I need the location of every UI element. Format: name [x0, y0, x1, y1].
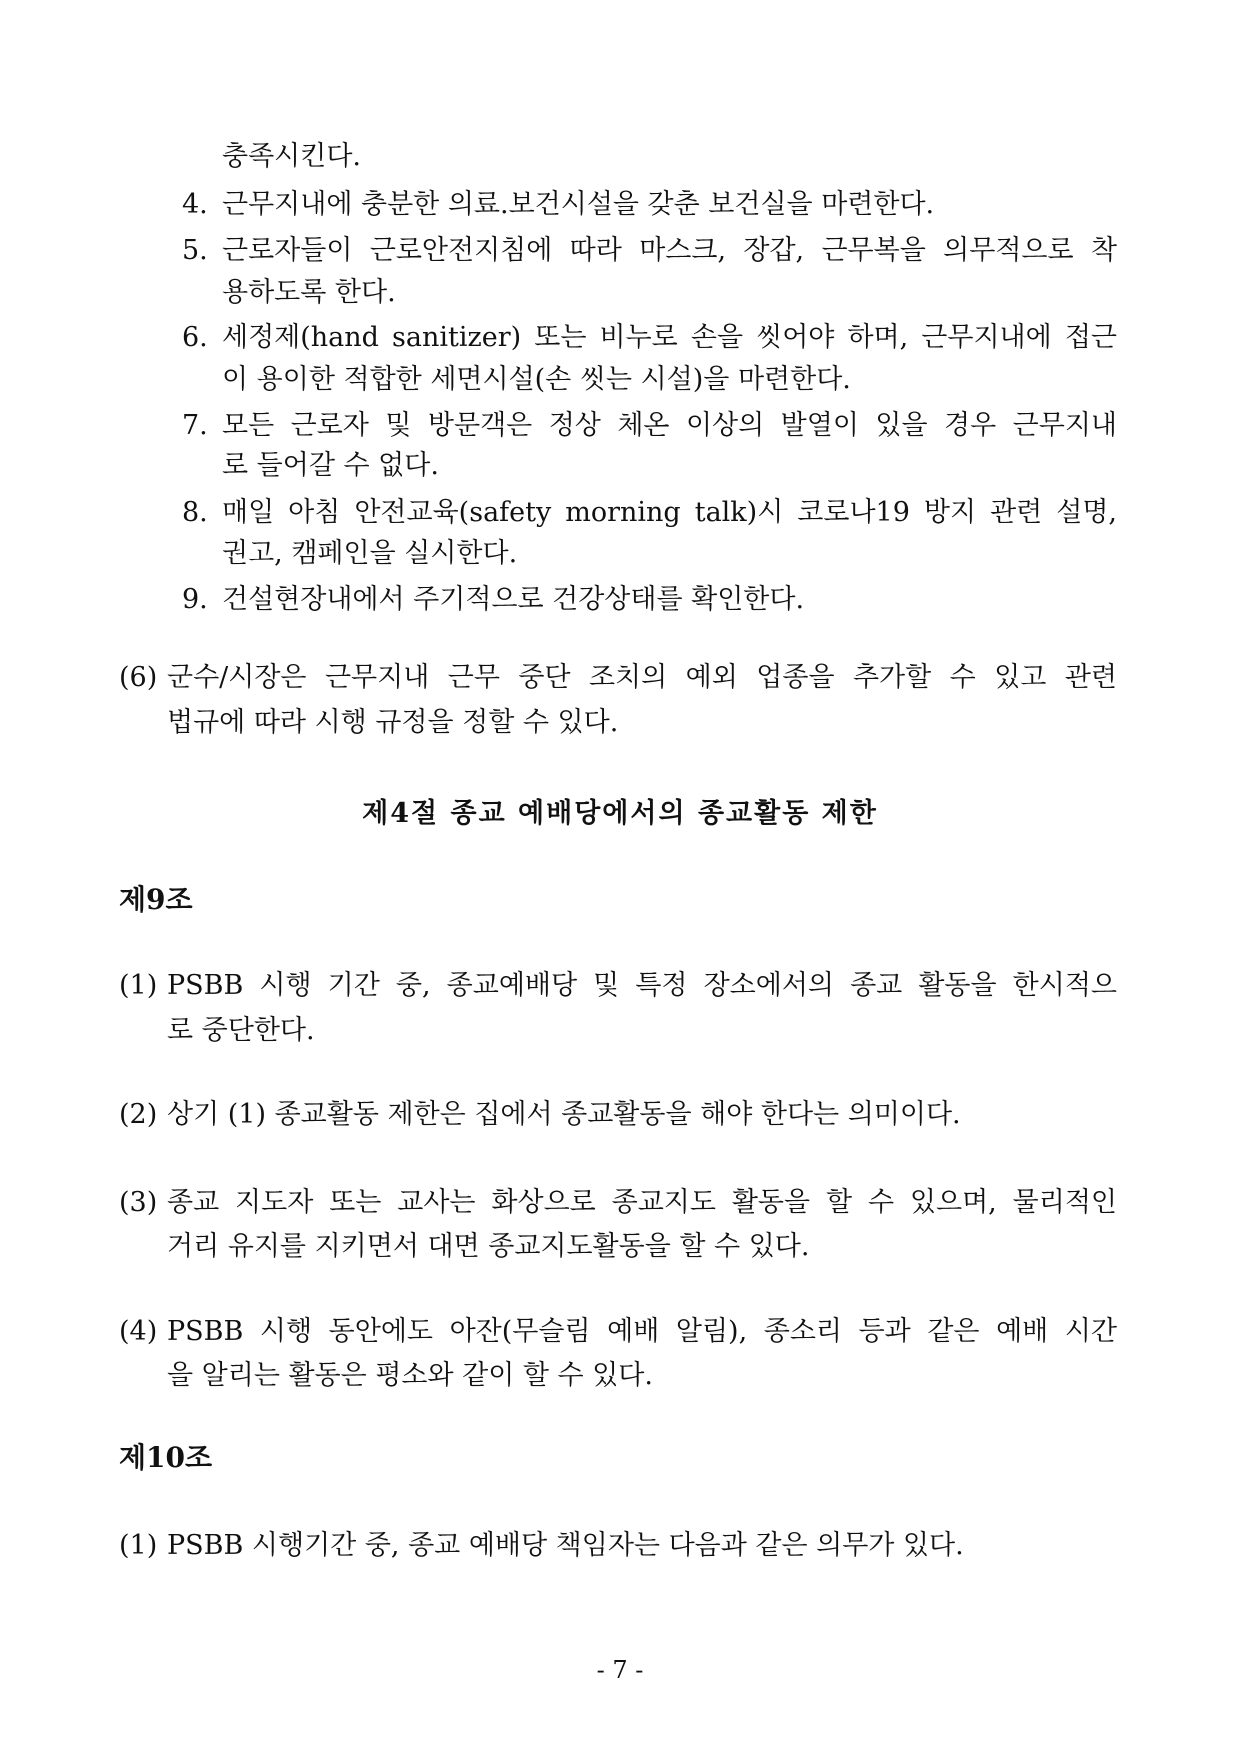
paragraph-number: (6)	[119, 662, 158, 693]
list-number: 5.	[182, 235, 208, 266]
paragraph-number: (3)	[119, 1187, 158, 1218]
list-number: 8.	[182, 497, 208, 528]
list-number: 4.	[182, 189, 208, 220]
text-line: 충족시킨다.	[222, 141, 361, 172]
text-line: 근무지내에 충분한 의료.보건시설을 갖춘 보건실을 마련한다.	[222, 189, 935, 220]
paragraph-number: (1)	[119, 1530, 158, 1561]
article-title: 제9조	[119, 883, 193, 916]
text-line: 을 알리는 활동은 평소와 같이 할 수 있다.	[167, 1360, 653, 1391]
text-line: 세정제(hand sanitizer) 또는 비누로 손을 씻어야 하며, 근무지내에 접근	[222, 322, 1117, 353]
text-line: 로 중단한다.	[167, 1015, 315, 1046]
text-line: 모든 근로자 및 방문객은 정상 체온 이상의 발열이 있을 경우 근무지내	[222, 410, 1117, 441]
list-number: 6.	[182, 322, 208, 353]
article-title: 제10조	[119, 1441, 213, 1474]
text-line: 거리 유지를 지키면서 대면 종교지도활동을 할 수 있다.	[167, 1231, 810, 1262]
text-line: 용하도록 한다.	[222, 277, 396, 308]
text-line: PSBB 시행 동안에도 아잔(무슬림 예배 알림), 종소리 등과 같은 예배 시간	[167, 1316, 1117, 1347]
paragraph-number: (1)	[119, 970, 158, 1001]
text-line: 건설현장내에서 주기적으로 건강상태를 확인한다.	[222, 584, 805, 615]
text-line: 군수/시장은 근무지내 근무 중단 조치의 예외 업종을 추가할 수 있고 관련	[167, 662, 1117, 693]
text-line: PSBB 시행 기간 중, 종교예배당 및 특정 장소에서의 종교 활동을 한시적으	[167, 970, 1117, 1001]
text-line: 법규에 따라 시행 규정을 정할 수 있다.	[167, 707, 619, 738]
text-line: 매일 아침 안전교육(safety morning talk)시 코로나19 방지 관련 설명,	[222, 497, 1117, 528]
text-line: 이 용이한 적합한 세면시설(손 씻는 시설)을 마련한다.	[222, 364, 851, 395]
paragraph-number: (4)	[119, 1316, 158, 1347]
text-line: 상기 (1) 종교활동 제한은 집에서 종교활동을 해야 한다는 의미이다.	[167, 1099, 961, 1130]
page-number: - 7 -	[596, 1656, 644, 1684]
text-line: 로 들어갈 수 없다.	[222, 450, 439, 481]
text-line: 근로자들이 근로안전지침에 따라 마스크, 장갑, 근무복을 의무적으로 착	[222, 235, 1117, 266]
list-number: 9.	[182, 584, 208, 615]
list-number: 7.	[182, 410, 208, 441]
text-line: PSBB 시행기간 중, 종교 예배당 책임자는 다음과 같은 의무가 있다.	[167, 1530, 964, 1561]
section-title: 제4절 종교 예배당에서의 종교활동 제한	[362, 798, 878, 829]
paragraph-number: (2)	[119, 1099, 158, 1130]
text-line: 종교 지도자 또는 교사는 화상으로 종교지도 활동을 할 수 있으며, 물리적인	[167, 1187, 1117, 1218]
text-line: 권고, 캠페인을 실시한다.	[222, 538, 518, 569]
